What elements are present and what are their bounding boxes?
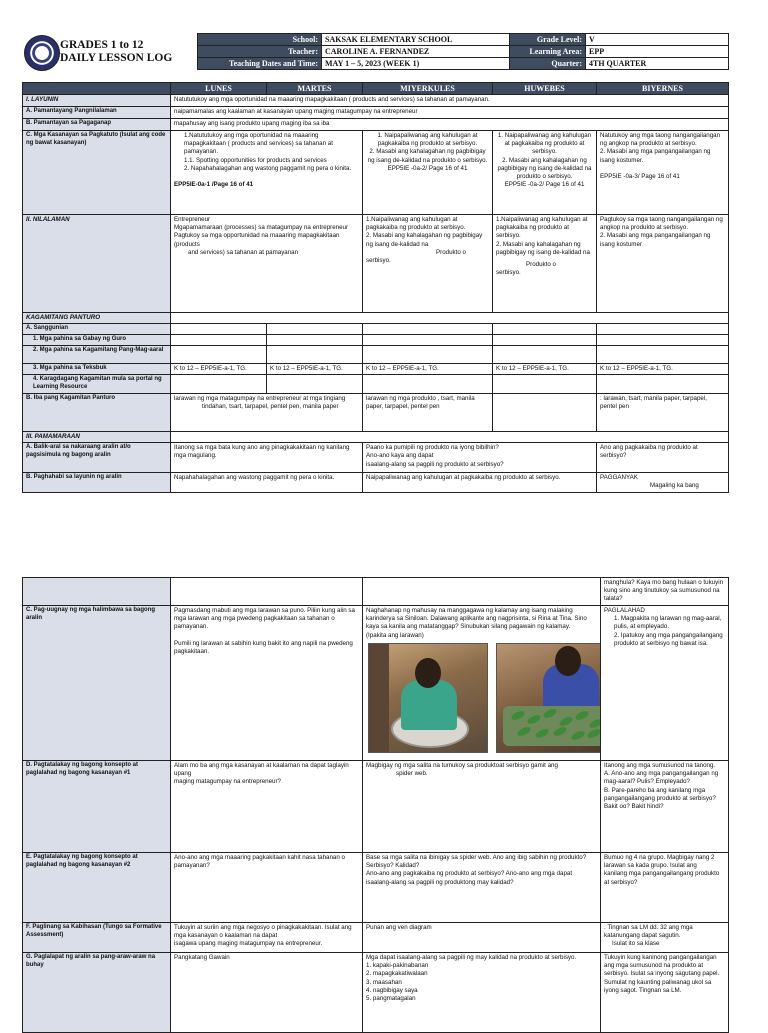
pagtatalakay-1-lunes-2: maging matagumpay na entrepreneur? [174,778,281,786]
header-info-grid [197,33,729,70]
paglalapat-miy-list [366,962,597,1003]
pagtatalakay-1-biy-2: A. Ano-ano ang mga pangangailangan ng mag-aaral? Pulis? Empleyado? [604,770,719,786]
list-item: 4. nagbibigay saya [366,986,418,994]
kasanayan-huw-2: 2. Masabi ang kahalagahan ng pagbibigay ng isang de-kalidad na produkto o serbisyo. [497,156,592,180]
pagtatalakay-2-miy-4: isaalang-alang sa pagpili ng produktong may kalidad? [366,878,514,886]
kasanayan-lunes-code: EPP5IE-0a-1 /Page 16 of 41 [174,180,254,188]
school-value: SAKSAK ELEMENTARY SCHOOL [322,34,510,46]
nilalaman-label: II. NILALAMAN [23,215,171,313]
kasanayan-lunes-3: 2. Napahahalagahan ang wastong paggamit ng pera o kinita. [184,164,352,172]
kasanayan-biy-2: 2. Masabi ang mga pangangailangan ng isang kostumer. [600,148,711,164]
pagtatalakay-2-miy-2: Serbisyo? Kalidad? [366,862,420,870]
kasanayan-lunes-2: 1.1. Spotting opportunities for products and services [184,156,327,164]
pag-uugnay-biyernes [601,606,729,761]
nilalaman-miy-3: Produkto o [436,248,466,256]
pag-uugnay-lunes-2: Pumili ng larawan at sabihin kung bakit ito ang napili na pwedeng pagkakitaan. [174,639,353,655]
pag-uugnay-biy-1: PAGLALAHAD [604,607,645,614]
paghahabi-biy-1: PAGGANYAK [600,474,638,482]
deped-logo-block [22,33,196,71]
iba-kagamitan-lunes-2: tindahan, tsart, tarpapel, pentel pen, manila paper [202,403,339,411]
photo-woman-kneading-kalamay [368,643,488,753]
kagamitang-pang-mag-aaral-label: 2. Mga pahina sa Kagamitang Pang-Mag-aaral [23,346,171,364]
list-item: 3. maasahan [366,978,402,986]
logo-line1: GRADES 1 to 12 [60,39,144,51]
nilalaman-huw-3: Produkto o [526,260,556,268]
kasanayan-lunes-1: 1.Natututukoy ang mga oportunidad na maaaring mapagkakitaan ( products and services) sa tahanan at pamayanan. [184,132,333,156]
teacher-value: CAROLINE A. FERNANDEZ [322,46,510,58]
kasanayan-huw-code: EPP5IE -0a-2/ Page 16 of 41 [504,181,585,189]
kasanayan-label: C. Mga Kasanayan sa Pagkatuto (Isulat ang code ng bawat kasanayan) [23,131,171,215]
day-biyernes: BIYERNES [597,83,729,95]
teksbuk-miyerkules: K to 12 – EPP5IE-a-1, TG. [363,364,493,375]
pagtatalakay-2-biyernes [601,853,729,923]
balik-aral-miyerkules [363,443,597,473]
nilalaman-lunes-4: and services) sa tahanan at pamayanan [188,248,299,256]
pagtatalakay-1-biy-3: B. Pare-pareho ba ang kanilang mga pangangailangang produkto at serbisyo? Bakit oo? Bakit hindi? [604,786,716,810]
pagtatalakay-1-biyernes [601,761,729,853]
learning-resource-label: 4. Karagdagang Kagamitan mula sa portal ng Learning Resource [23,375,171,394]
pagtatalakay-1-lunes [171,761,363,853]
pagtatalakay-2-biy-2: kanilang mga pangangailangang produkto at serbisyo? [604,870,720,886]
paglinang-lunes [171,923,363,953]
paglalapat-biyernes: Tukuyin kung kaninong pangangailangan ang mga sumusunod na produkto at serbisyo. Isulat sa inyong sagutang papel. Sumulat ng kaunting paliwanag ukol sa iyong sagot. Tingnan sa LM. [601,953,729,1033]
cont-biyernes: manghula? Kaya mo bang hulaan o tukuyin kung sino ang tinutukoy sa sumusunod na talata? [601,578,729,606]
balik-aral-label: A. Balik-aral sa nakaraang aralin at/o pagsisimula ng bagong aralin [23,443,171,473]
kasanayan-miy-1: 1. Naipapaliwanag ang kahulugan at pagkakaiba ng produkto at serbisyo. [377,132,478,148]
pag-uugnay-lunes-1: Pagmasdang mabuti ang mga larawan sa puno. Piliin kung alin sa mga larawan ang mga pwedeng pagkakitaan sa tahanan o pamayanan. [174,607,355,631]
kasanayan-miy-2: 2. Masabi ang kahalagahan ng pagbibigay ng isang de-kalidad na produkto o serbisyo. [367,148,488,164]
nilalaman-lunes-2: Mgapamamaraan (processes) sa matagumpay na entrepreneur [174,224,349,232]
layunin-text: Natututukoy ang mga oportunidad na maaaring mapagkakitaan ( products and services) sa tahanan at pamayanan. [171,95,729,107]
paglinang-miyerkules: Punan ang ven diagram [363,923,601,953]
day-martes: MARTES [267,83,363,95]
pagtatalakay-1-label: D. Pagtatalakay ng bagong konsepto at paglalahad ng bagong kasanayan #1 [23,761,171,853]
kasanayan-biy-1: Natutukoy ang mga taong nangangailangan ng angkop na produkto at serbisyo. [600,132,721,148]
balik-aral-miy-2: Ano-ano kaya ang dapat [366,452,434,460]
quarter-value: 4TH QUARTER [586,58,729,70]
iba-pang-kagamitan-miyerkules: larawan ng mga produkto , tsart, manila paper, tarpapel, pentel pen [363,394,493,432]
teacher-label: Teacher: [198,46,322,58]
gabay-guro-label: 1. Mga pahina sa Gabay ng Guro [23,335,171,346]
day-miyerkules: MIYERKULES [363,83,493,95]
pag-uugnay-miyerkules [363,606,601,761]
grade-value: V [586,34,729,46]
kasanayan-biyernes [597,131,729,215]
paghahabi-label: B. Paghahabi sa layunin ng aralin [23,473,171,493]
pagtatalakay-1-miyerkules [363,761,601,853]
paghahabi-biyernes [597,473,729,493]
paglalapat-lunes: Pangkatang Gawain [171,953,363,1033]
kasanayan-biy-code: EPP5IE -0a-3/ Page 16 of 41 [600,172,680,180]
teksbuk-label: 3. Mga pahina sa Teksbuk [23,364,171,375]
pagtatalakay-2-miy-3: Ano-ano ang pagkakaiba ng produkto at serbisyo? Ano-ano ang mga dapat [366,870,573,878]
quarter-label: Quarter: [510,58,586,70]
balik-aral-miy-1: Paano ka pumipili ng produkto na iyong bibilhin? [366,444,499,452]
dates-label: Teaching Dates and Time: [198,58,322,70]
area-value: EPP [586,46,729,58]
iba-pang-kagamitan-lunes [171,394,363,432]
pag-uugnay-label: C. Pag-uugnay ng mga halimbawa sa bagong aralin [23,606,171,761]
pag-uugnay-biy-3: 2. Ipatukoy ang mga pangangailangang produkto at serbisyo ng bawat isa. [614,631,723,647]
teksbuk-biyernes: K to 12 – EPP5IE-a-1, TG. [597,364,729,375]
paglinang-lunes-1: Tukuyin at suriin ang mga negosyo o pinagkakakitaan. Isulat ang mga kasanayan o kaalaman na dapat [174,924,352,940]
iba-pang-kagamitan-label: B. Iba pang Kagamitan Panturo [23,394,171,432]
nilalaman-huw-2: 2. Masabi ang kahalagahan ng pagbibigay ng isang de-kalidad na [496,240,590,256]
paghahabi-miyerkules: Naipapaliwanag ang kahulugan at pagkakaiba ng produkto at serbisyo. [363,473,597,493]
grade-label: Grade Level: [510,34,586,46]
kasanayan-miyerkules [363,131,493,215]
sanggunian-label: A. Sanggunian [23,324,171,335]
area-label: Learning Area: [510,46,586,58]
pagtatalakay-2-biy-1: Bumuo ng 4 na grupo. Magbigay nang 2 larawan sa kada grupo. Isulat ang [604,854,715,870]
nilalaman-miy-2: 2. Masabi ang kahalagahan ng pagbibigay ng isang de-kalidad na [366,232,483,248]
paglinang-biyernes [601,923,729,953]
pamantayan-pagaganap-label: B. Pamantayan sa Pagaganap [23,119,171,131]
school-label: School: [198,34,322,46]
iba-pang-kagamitan-biyernes: : larawan, tsart, manila paper, tarpapel, pentel pen [597,394,729,432]
pagtatalakay-2-label: E. Pagtatalakay ng bagong konsepto at paglalahad ng bagong kasanayan #2 [23,853,171,923]
dates-value: MAY 1 – 5, 2023 (WEEK 1) [322,58,510,70]
pagtatalakay-1-biy-1: Itanong ang mga sumusunod na tanong. [604,762,716,769]
day-huwebes: HUWEBES [493,83,597,95]
list-item: 5. pangmatagalan [366,994,416,1002]
layunin-label: I. LAYUNIN [23,95,171,107]
paglinang-lunes-2: isagawa upang maging matagumpay na entrepreneur. [174,940,323,948]
lesson-table-part2 [22,577,729,1033]
pagtatalakay-2-lunes: Ano-ano ang mga maaaring pagkakitaan kahit nasa tahanan o pamayanan? [171,853,363,923]
nilalaman-miy-4: serbisyo. [366,256,391,264]
pamamaraan-label: III. PAMAMARAAN [23,432,171,443]
list-item: 2. mapagkakatiwalaan [366,970,428,978]
pagtatalakay-1-lunes-1: Alam mo ba ang mga kasanayan at kaalaman na dapat taglayin upang [174,762,349,778]
list-item: 1. kapaki-pakinabanan [366,962,429,970]
nilalaman-lunes-3: Pagtukoy sa mga opportunidad na maaaring mapagkakitaan (products [174,232,340,248]
kasanayan-huw-1: 1. Naipapaliwanag ang kahulugan at pagkakaiba ng produkto at serbisyo. [497,132,592,156]
day-header-row [23,83,729,95]
pag-uugnay-miy-2: (Ipakita ang larawan) [366,631,424,639]
pamantayan-pagaganap-text: mapahusay ang isang produkto upang maging iba sa iba [171,119,729,131]
pamantayang-pangnilalaman-label: A. Pamantayang Pangnilalaman [23,107,171,119]
nilalaman-miyerkules [363,215,493,313]
balik-aral-biyernes: Ano ang pagkakaiba ng produkto at serbisyo? [597,443,729,473]
day-lunes: LUNES [171,83,267,95]
teksbuk-martes: K to 12 – EPP5IE-a-1, TG. [267,364,363,375]
kasanayan-lunes [171,131,363,215]
pagtatalakay-1-miy-2: spider web. [396,770,428,778]
paglinang-biy-2: Isulat ito sa klase [612,940,660,948]
nilalaman-miy-1: 1.Naipaliwanag ang kahulugan at pagkakaiba ng produkto at serbisyo. [366,216,466,232]
pag-uugnay-miy-1: Naghahanap ng mahusay na manggagawa ng kalamay ang isang malaking karinderya sa Siniloan. Dalawang aplikante ang nagprisinta, si Rina at Tina. Sino kaya sa kanila ang matatanggap? Sinubukan silang pagawain ng kalamay. [366,607,587,631]
nilalaman-huwebes [493,215,597,313]
paglalapat-miyerkules [363,953,601,1033]
nilalaman-huw-1: 1.Naipaliwanag ang kahulugan at pagkakaiba ng produkto at serbisyo. [496,216,588,240]
paglinang-biy-1: . Tingnan sa LM dd. 32 ang mga katanungang dapat sagutin. [604,924,693,940]
nilalaman-biy-1: Pagtukoy sa mga taong nangangailangan ng angkop na produkto at serbisyo. [600,216,723,232]
nilalaman-huw-4: serbisyo. [496,269,521,277]
nilalaman-biyernes [597,215,729,313]
logo-title [60,39,172,64]
balik-aral-miy-3: isaalang-alang sa pagpili ng produkto at serbisyo? [366,460,504,468]
photo-woman-wrapping-kalamay [496,643,601,753]
teksbuk-lunes: K to 12 – EPP5IE-a-1, TG. [171,364,267,375]
pagtatalakay-2-miy-1: Base sa mga salita na ibinigay sa spider web. Ano ang ibig sabihin ng produkto? [366,854,587,861]
pag-uugnay-biy-2: 1. Magpakita ng larawan ng mag-aaral, pulis, at empleyado. [614,615,722,631]
teksbuk-huwebes: K to 12 – EPP5IE-a-1, TG. [493,364,597,375]
nilalaman-lunes-1: Entrepreneur [174,216,211,223]
pag-uugnay-lunes [171,606,363,761]
kasanayan-miy-code: EPP5IE -0a-2/ Page 16 of 41 [387,164,468,172]
nilalaman-lunes [171,215,363,313]
iba-kagamitan-lunes-1: larawan ng mga matagumpay na entrepreneur at mga tingiang [174,395,346,402]
lesson-table-part1 [22,82,729,493]
paghahabi-lunes: Napahahalagahan ang wastong paggamit ng pera o kinita. [171,473,363,493]
logo-line2: DAILY LESSON LOG [60,51,173,64]
nilalaman-biy-2: 2. Masabi ang mga pangangailangan ng isang kostumer [600,232,711,248]
pamantayang-pangnilalaman-text: naipamamalas ang kaalaman at kasanayan upang maging matagumpay na entrepreneur [171,107,729,119]
paglalapat-miy-intro: Mga dapat isaalang-alang sa pagpili ng may kalidad na produkto at serbisyo. [366,954,577,961]
deped-seal-icon [24,35,60,71]
paglinang-label: F. Paglinang sa Kabihasan (Tungo sa Formative Assessment) [23,923,171,953]
pagtatalakay-1-miy-1: Magbigay ng mga salita na tumukoy sa produktoat serbisyo gamit ang [366,762,558,769]
kasanayan-huwebes [493,131,597,215]
paglalapat-label: G. Paglalapat ng aralin sa pang-araw-araw na buhay [23,953,171,1033]
kagamitan-label: KAGAMITANG PANTURO [23,313,171,324]
balik-aral-lunes: Itanong sa mga bata kung ano ang pinagkakakitaan ng kanilang mga magulang. [171,443,363,473]
paghahabi-biy-2: Magaling ka bang [650,482,699,490]
pagtatalakay-2-miyerkules [363,853,601,923]
